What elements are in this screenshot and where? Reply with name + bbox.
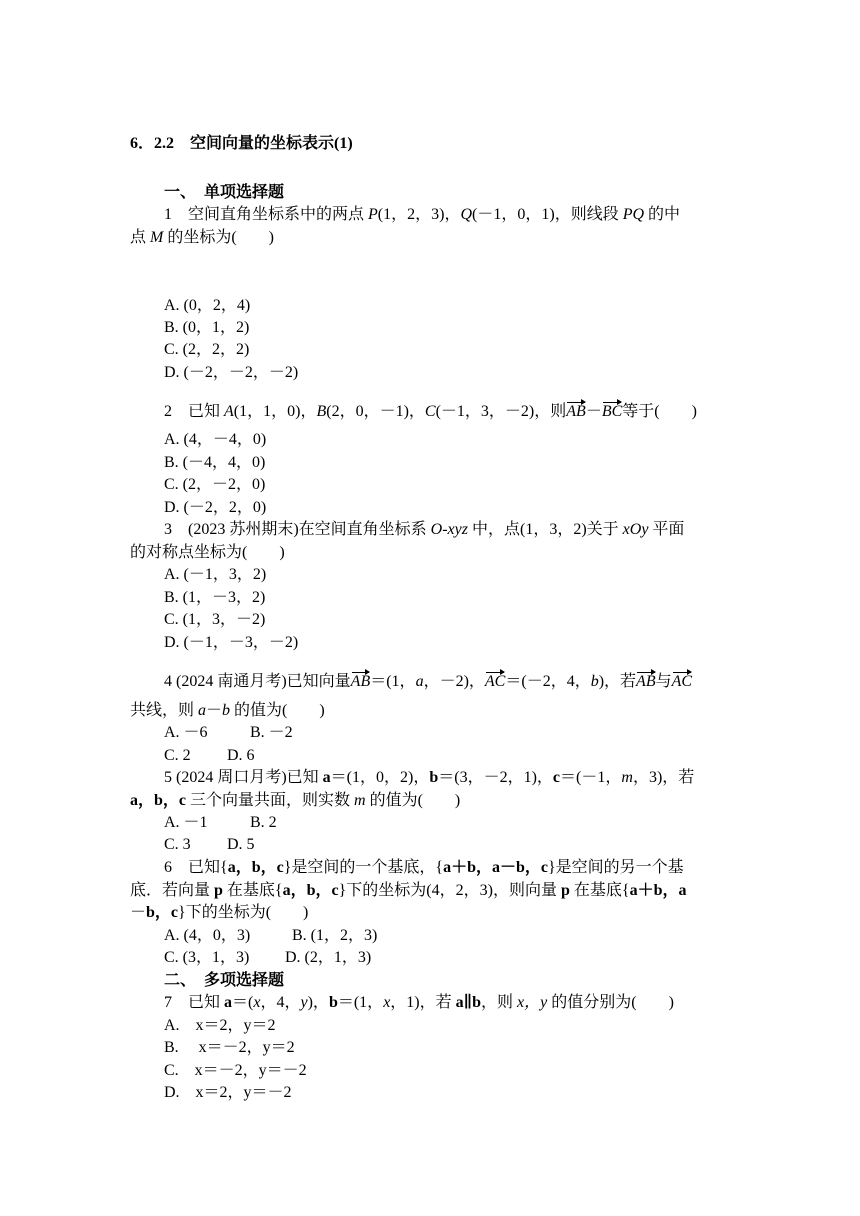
q5-var-m: m	[621, 769, 633, 786]
q1-var-pq: PQ	[622, 206, 645, 223]
q1-var-m: M	[150, 229, 164, 246]
q6-basis-1: a，b，c	[282, 882, 339, 899]
q5-text: ＝(1，0，2)，	[330, 769, 430, 786]
question-5-line-1	[164, 767, 694, 789]
q7-text: 7 已知	[164, 994, 225, 1011]
q2-point-b: B	[316, 403, 327, 420]
q4-var-a: a	[415, 673, 424, 690]
q1-text: (－1，0，1)，则线段	[472, 206, 623, 223]
question-2-line-1	[164, 401, 697, 423]
q6-option-c[interactable]: C. (3，1，3)	[164, 949, 250, 966]
q7-option-c[interactable]: C. x＝－2，y＝－2	[164, 1062, 307, 1079]
q2-option-d[interactable]: D. (－2，2，0)	[164, 499, 267, 516]
q7-var-y: y	[300, 994, 308, 1011]
q3-coord-system: O-xyz	[430, 521, 468, 538]
q7-text: ，4，	[260, 994, 301, 1011]
q6-text: }是空间的一个基底，{	[283, 859, 444, 876]
question-4-line-2	[130, 700, 325, 722]
q7-text: ＝(1，	[337, 994, 384, 1011]
q4-var-b: b	[222, 702, 231, 719]
q2-text: (2，0，－1)，	[326, 403, 425, 420]
vector-ab: AB	[566, 401, 586, 423]
q6-basis-2: a＋b，a－b，c	[443, 859, 548, 876]
q1-option-d[interactable]: D. (－2，－2，－2)	[164, 364, 299, 381]
q7-option-a[interactable]: A. x＝2，y＝2	[164, 1017, 276, 1034]
q6-text: 6 已知{	[164, 859, 228, 876]
q5-vector-c: c	[552, 769, 561, 786]
q6-vector-p: p	[560, 882, 570, 899]
q6-basis-1: a，b，c	[227, 859, 284, 876]
q5-option-b[interactable]: B. 2	[250, 814, 277, 831]
q3-option-b[interactable]: B. (1，－3，2)	[164, 589, 266, 606]
q7-text: ，则	[481, 994, 518, 1011]
q1-text: 点	[130, 229, 151, 246]
section-heading-single-choice: 一、 单项选择题	[164, 184, 285, 201]
q3-option-c[interactable]: C. (1，3，－2)	[164, 611, 266, 628]
q6-basis-2: b，c	[146, 904, 179, 921]
q6-text: 在基底{	[569, 882, 630, 899]
q2-option-a[interactable]: A. (4，－4，0)	[164, 431, 267, 448]
q5-text: 的值为( )	[365, 792, 461, 809]
q1-option-b[interactable]: B. (0，1，2)	[164, 319, 250, 336]
q3-text: 中，点(1，3，2)关于	[467, 521, 623, 538]
q5-text: 三个向量共面，则实数	[186, 792, 355, 809]
q1-text: 1 空间直角坐标系中的两点	[164, 206, 369, 223]
q7-text: ＝(	[232, 994, 254, 1011]
q4-option-d[interactable]: D. 6	[227, 747, 255, 764]
q6-option-a[interactable]: A. (4，0，3)	[164, 927, 251, 944]
question-6-line-3	[130, 902, 308, 924]
question-3-line-2: 的对称点坐标为( )	[130, 544, 285, 561]
q6-option-b[interactable]: B. (1，2，3)	[292, 927, 378, 944]
q2-text: (－1，3，－2)，则	[435, 403, 567, 420]
vector-ac: AC	[485, 671, 505, 693]
page-title: 6．2.2 空间向量的坐标表示(1)	[130, 135, 353, 152]
q7-text: 的值分别为( )	[547, 994, 674, 1011]
q4-text: 4 (2024 南通月考)已知向量	[164, 673, 351, 690]
question-3-line-1	[164, 519, 684, 541]
q5-option-c[interactable]: C. 3	[164, 836, 191, 853]
vector-ab: AB	[351, 671, 371, 693]
question-5-line-2	[130, 790, 460, 812]
q1-text: 的坐标为( )	[163, 229, 275, 246]
q1-option-a[interactable]: A. (0，2，4)	[164, 297, 251, 314]
q2-text: (1，1，0)，	[233, 403, 317, 420]
question-1-line-2	[130, 227, 274, 249]
q7-var-x: x	[383, 994, 391, 1011]
q3-plane: xOy	[622, 521, 649, 538]
q2-text: 2 已知	[164, 403, 225, 420]
q6-text: }是空间的另一个基	[547, 859, 684, 876]
q6-text: 底．若向量	[130, 882, 215, 899]
q7-option-d[interactable]: D. x＝2，y＝－2	[164, 1084, 292, 1101]
q3-text: 3 (2023 苏州期末)在空间直角坐标系	[164, 521, 431, 538]
q4-text: 共线，则	[130, 702, 199, 719]
q4-text: －	[206, 702, 223, 719]
q1-text: 的中	[644, 206, 681, 223]
q5-vectors: a，b，c	[130, 792, 187, 809]
q4-option-c[interactable]: C. 2	[164, 747, 191, 764]
q7-vector-a: a	[224, 994, 233, 1011]
q2-point-c: C	[424, 403, 436, 420]
q1-text: (1，2，3)，	[377, 206, 461, 223]
q5-option-d[interactable]: D. 5	[227, 836, 255, 853]
q4-text: 与	[655, 673, 672, 690]
q5-vector-a: a	[322, 769, 331, 786]
q6-option-d[interactable]: D. (2，1，3)	[285, 949, 372, 966]
q7-option-b[interactable]: B. x＝－2，y＝2	[164, 1039, 295, 1056]
q7-var-x: x	[253, 994, 261, 1011]
q4-text: ，－2)，	[423, 673, 485, 690]
q4-text: )，若	[598, 673, 637, 690]
question-6-line-1	[164, 857, 684, 879]
q1-var-q: Q	[460, 206, 473, 223]
q5-text: ＝(3，－2，1)，	[438, 769, 553, 786]
vector-ac: AC	[672, 671, 692, 693]
q4-var-b: b	[590, 673, 599, 690]
q2-text: －	[585, 403, 602, 420]
vector-ab: AB	[636, 671, 656, 693]
q4-text: ＝(－2，4，	[505, 673, 591, 690]
q7-text: ，1)，若	[390, 994, 456, 1011]
vector-bc: BC	[602, 401, 622, 423]
q5-text: ，3)，若	[632, 769, 695, 786]
q1-var-p: P	[368, 206, 378, 223]
q3-option-d[interactable]: D. (－1，－3，－2)	[164, 634, 299, 651]
q7-parallel-condition: a∥b	[455, 994, 482, 1011]
q7-text: )，	[307, 994, 329, 1011]
q2-point-a: A	[224, 403, 234, 420]
q6-text: }下的坐标为( )	[178, 904, 309, 921]
q5-vector-b: b	[429, 769, 439, 786]
q5-var-m: m	[354, 792, 366, 809]
q6-basis-2: a＋b，a	[629, 882, 687, 899]
q3-text: 平面	[648, 521, 685, 538]
q6-text: }下的坐标为(4，2，3)，则向量	[338, 882, 561, 899]
q6-text: －	[130, 904, 147, 921]
q4-text: 的值为( )	[230, 702, 325, 719]
q5-option-a[interactable]: A. －1	[164, 814, 208, 831]
q7-vars: x，y	[517, 994, 548, 1011]
question-7-line-1	[164, 992, 674, 1014]
q6-vector-p: p	[214, 882, 223, 899]
q2-option-b[interactable]: B. (－4，4，0)	[164, 454, 266, 471]
q4-option-a[interactable]: A. －6	[164, 724, 208, 741]
question-1-line-1	[164, 204, 680, 226]
q2-option-c[interactable]: C. (2，－2，0)	[164, 476, 266, 493]
section-heading-multiple-choice: 二、 多项选择题	[164, 972, 285, 989]
q4-var-a: a	[198, 702, 207, 719]
q7-vector-b: b	[328, 994, 338, 1011]
q3-option-a[interactable]: A. (－1，3，2)	[164, 566, 267, 583]
q2-text: 等于( )	[622, 403, 697, 420]
question-6-line-2	[130, 880, 686, 902]
q5-text: 5 (2024 周口月考)已知	[164, 769, 323, 786]
q5-text: ＝(－1，	[560, 769, 622, 786]
q4-option-b[interactable]: B. －2	[250, 724, 293, 741]
q1-option-c[interactable]: C. (2，2，2)	[164, 341, 250, 358]
question-4-line-1	[164, 671, 692, 693]
q6-text: 在基底{	[222, 882, 283, 899]
q4-text: ＝(1，	[370, 673, 416, 690]
